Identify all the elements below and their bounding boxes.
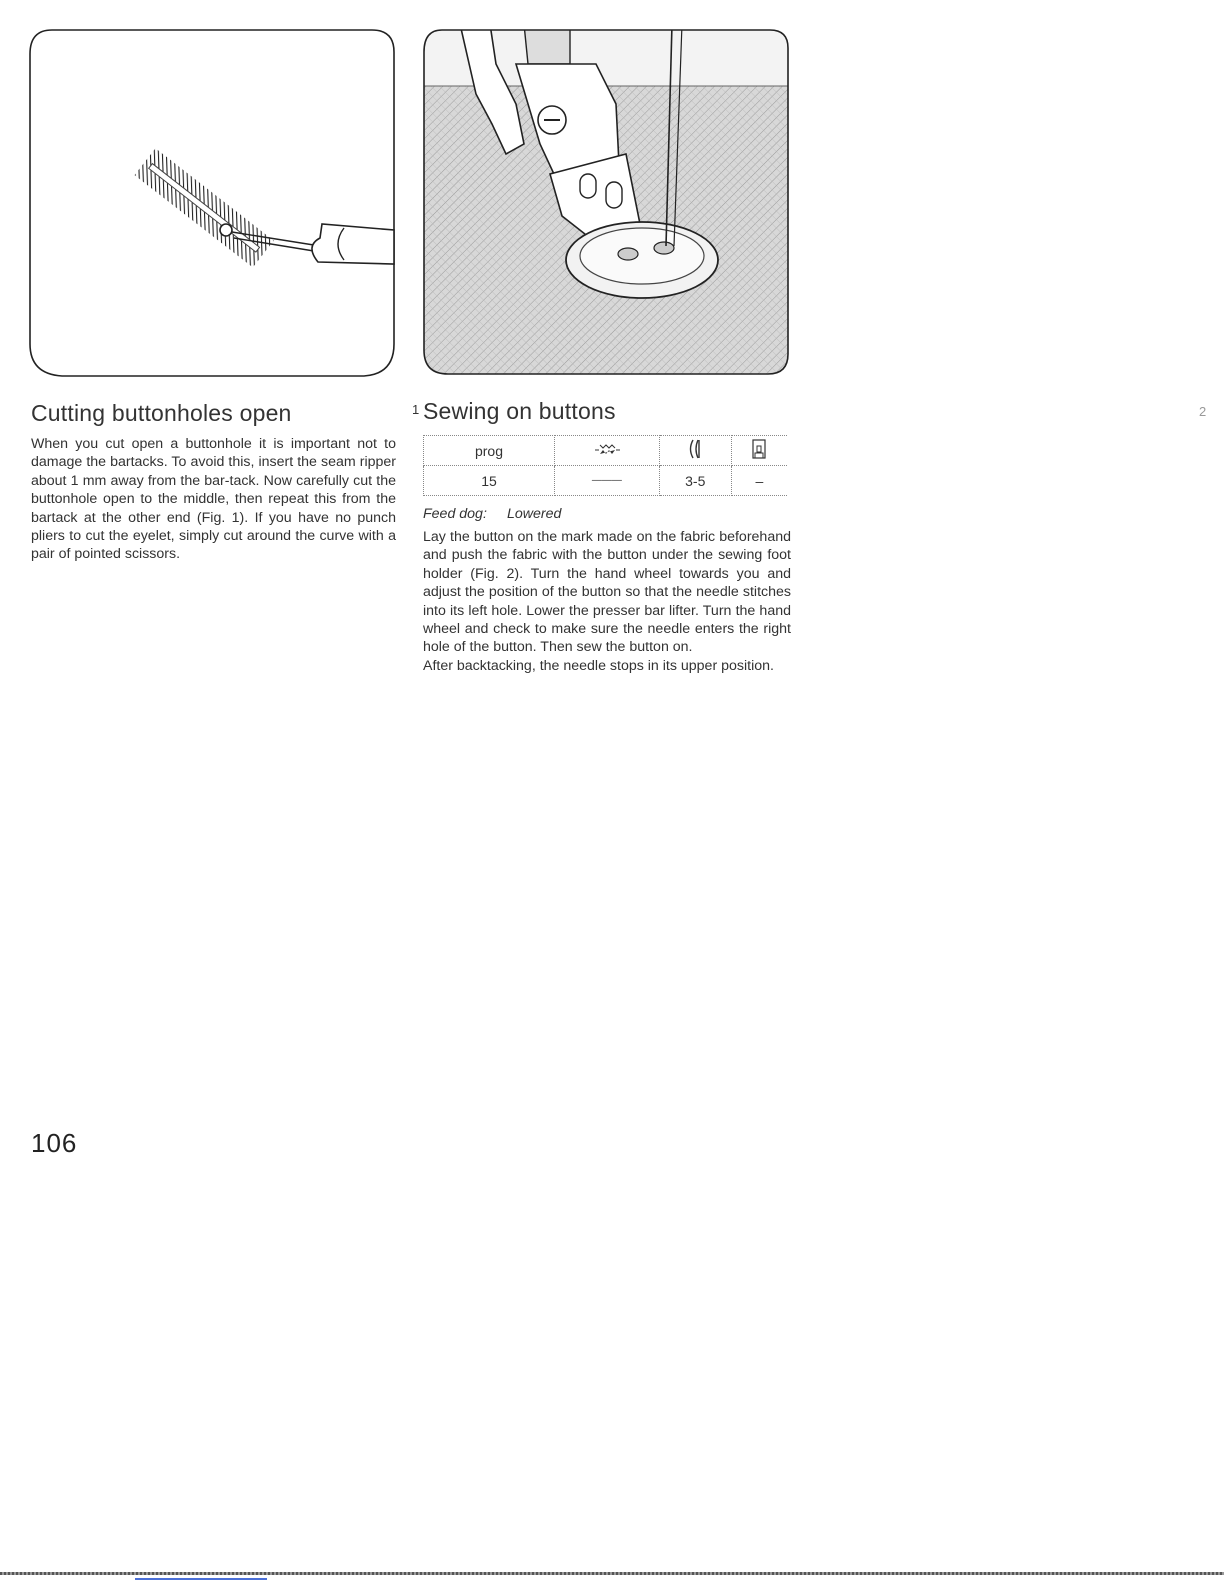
sewing-buttons-text (423, 528, 791, 675)
bottom-divider (0, 1572, 1224, 1575)
cell-stitch-length: 3-5 (659, 466, 731, 496)
header-prog: prog (424, 436, 555, 466)
section-heading-cutting-buttonholes: Cutting buttonholes open (31, 400, 292, 426)
feed-dog-label: Feed dog: (423, 506, 487, 522)
page-number: 106 (31, 1128, 78, 1158)
cutting-buttonholes-text (31, 435, 396, 564)
buttonhole-seam-ripper-illustration (22, 24, 402, 384)
zigzag-width-icon (555, 436, 660, 466)
stitch-settings-table (423, 435, 787, 496)
presser-foot-icon (731, 436, 787, 466)
stitch-length-icon (659, 436, 731, 466)
figure-number: 1 (412, 402, 420, 417)
paragraph: Lay the button on the mark made on the fabric beforehand and push the fabric with the button under the sewing foot holder (Fig. 2). Turn the hand wheel towards you and adjust the position of the button so that the needle stitches into its left hole. Lower the presser bar lifter. Turn the hand wheel and check to make sure the needle enters the right hole of the button. Then sew the button on. (423, 529, 791, 656)
figure-number: 2 (1199, 404, 1207, 419)
table-row (424, 466, 788, 496)
feed-dog-value: Lowered (507, 506, 562, 522)
button-sewing-foot-illustration (420, 24, 792, 384)
feed-dog-setting (423, 506, 561, 522)
cell-stitch-width: ——— (555, 466, 660, 496)
bottom-accent-line (135, 1578, 267, 1580)
table-header-row (424, 436, 788, 466)
cell-prog: 15 (424, 466, 555, 496)
paragraph: When you cut open a buttonhole it is important not to damage the bartacks. To avoid this, insert the seam ripper about 1 mm away from the bar-tack. Now carefully cut the buttonhole open to the middle, then repeat this from the bartack at the other end (Fig. 1). If you have no punch pliers to cut the eyelet, simply cut around the curve with a pair of pointed scissors. (31, 436, 396, 563)
section-heading-sewing-buttons: Sewing on buttons (423, 398, 616, 424)
paragraph: After backtacking, the needle stops in its upper position. (423, 657, 774, 674)
cell-foot: – (731, 466, 787, 496)
